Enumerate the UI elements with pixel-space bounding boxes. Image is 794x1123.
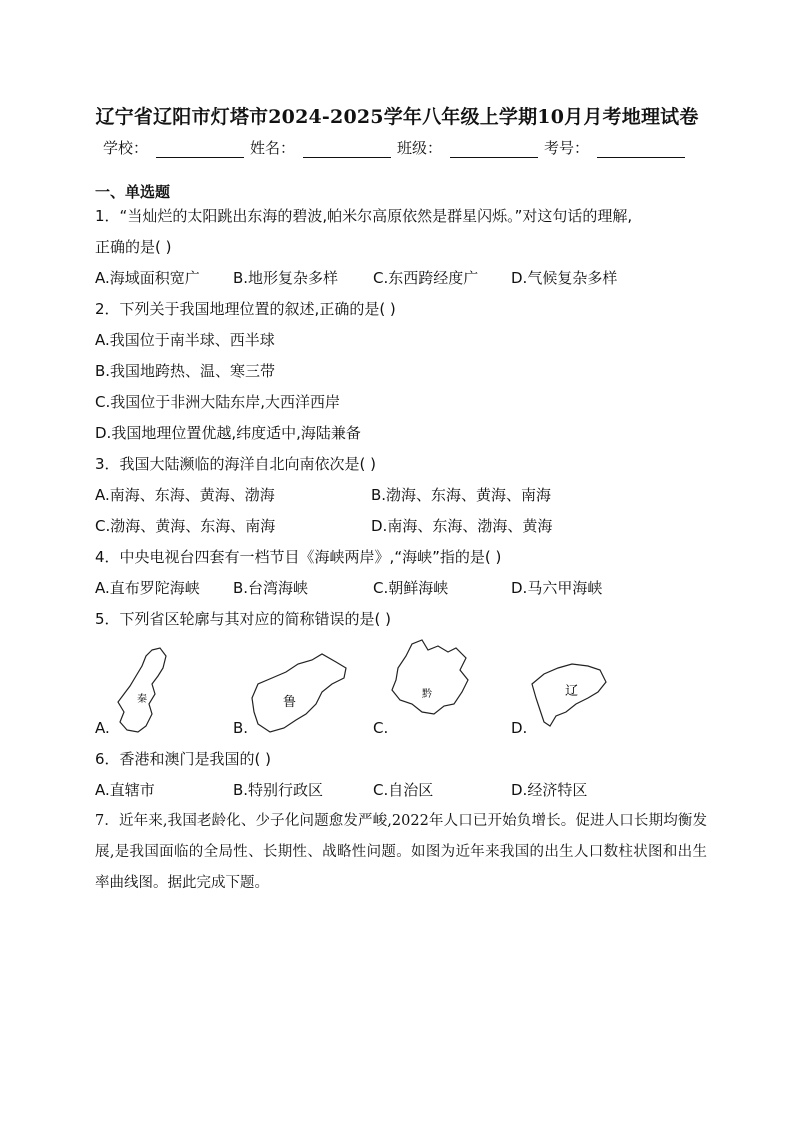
exam-no-label: 考号： [544, 139, 590, 157]
exam-title: 辽宁省辽阳市灯塔市2024-2025学年八年级上学期10月月考地理试卷 [95, 106, 699, 128]
map-a-label: 秦 [137, 694, 147, 705]
q7-passage: 7．近年来,我国老龄化、少子化问题愈发严峻,2022年人口已开始负增长。促进人口长期均衡发展,是我国面临的全局性、长期性、战略性问题。如图为近年来我国的出生人口数柱状图和出生率曲线图。据此完成下题。 [95, 813, 707, 891]
guizhou-outline-map [392, 640, 468, 714]
shaanxi-outline-map [118, 648, 166, 732]
map-b-label: 鲁 [283, 695, 297, 710]
q5-stem: 5．下列省区轮廓与其对应的简称错误的是( ) [95, 610, 392, 628]
q2-stem: 2．下列关于我国地理位置的叙述,正确的是( ) [95, 300, 396, 318]
name-label: 姓名： [249, 139, 295, 157]
q2-option-d[interactable]: D.我国地理位置优越,纬度适中,海陆兼备 [95, 424, 361, 442]
school-label: 学校： [102, 139, 148, 157]
q3-option-a[interactable]: A.南海、东海、黄海、渤海 [95, 486, 275, 504]
q2-option-c[interactable]: C.我国位于非洲大陆东岸,大西洋西岸 [95, 393, 341, 411]
q5-option-d[interactable]: D. [511, 719, 528, 737]
q6-option-a[interactable]: A.直辖市 [95, 781, 155, 799]
q5-option-c[interactable]: C. [373, 719, 389, 737]
q3-option-d[interactable]: D.南海、东海、渤海、黄海 [371, 517, 553, 535]
q2-option-b[interactable]: B.我国地跨热、温、寒三带 [95, 362, 276, 380]
class-label: 班级： [397, 139, 443, 157]
q4-stem: 4．中央电视台四套有一档节目《海峡两岸》,“海峡”指的是( ) [95, 548, 502, 566]
q1-option-d[interactable]: D.气候复杂多样 [511, 269, 618, 287]
map-d-label: 辽 [565, 684, 579, 699]
q4-option-b[interactable]: B.台湾海峡 [233, 579, 309, 597]
q5-option-b[interactable]: B. [233, 719, 249, 737]
q1-stem-line2: 正确的是( ) [95, 238, 172, 256]
q2-option-a[interactable]: A.我国位于南半球、西半球 [95, 331, 275, 349]
liaoning-outline-map [532, 664, 606, 726]
q6-option-c[interactable]: C.自治区 [373, 781, 434, 799]
map-c-label: 黔 [422, 689, 432, 700]
q4-option-a[interactable]: A.直布罗陀海峡 [95, 579, 200, 597]
q1-option-b[interactable]: B.地形复杂多样 [233, 269, 339, 287]
q6-stem: 6．香港和澳门是我国的( ) [95, 750, 272, 768]
q3-option-c[interactable]: C.渤海、黄海、东海、南海 [95, 517, 276, 535]
q1-option-a[interactable]: A.海域面积宽广 [95, 269, 200, 287]
q1-option-c[interactable]: C.东西跨经度广 [373, 269, 479, 287]
q5-option-a[interactable]: A. [95, 719, 110, 737]
q1-stem-line1: 1．“当灿烂的太阳跳出东海的碧波,帕米尔高原依然是群星闪烁。”对这句话的理解, [95, 207, 633, 225]
section-heading: 一、单选题 [95, 183, 171, 201]
shandong-outline-map [252, 654, 346, 732]
q3-stem: 3．我国大陆濒临的海洋自北向南依次是( ) [95, 455, 377, 473]
q4-option-c[interactable]: C.朝鲜海峡 [373, 579, 449, 597]
q6-option-d[interactable]: D.经济特区 [511, 781, 588, 799]
q3-option-b[interactable]: B.渤海、东海、黄海、南海 [371, 486, 552, 504]
q4-option-d[interactable]: D.马六甲海峡 [511, 579, 603, 597]
q6-option-b[interactable]: B.特别行政区 [233, 781, 324, 799]
